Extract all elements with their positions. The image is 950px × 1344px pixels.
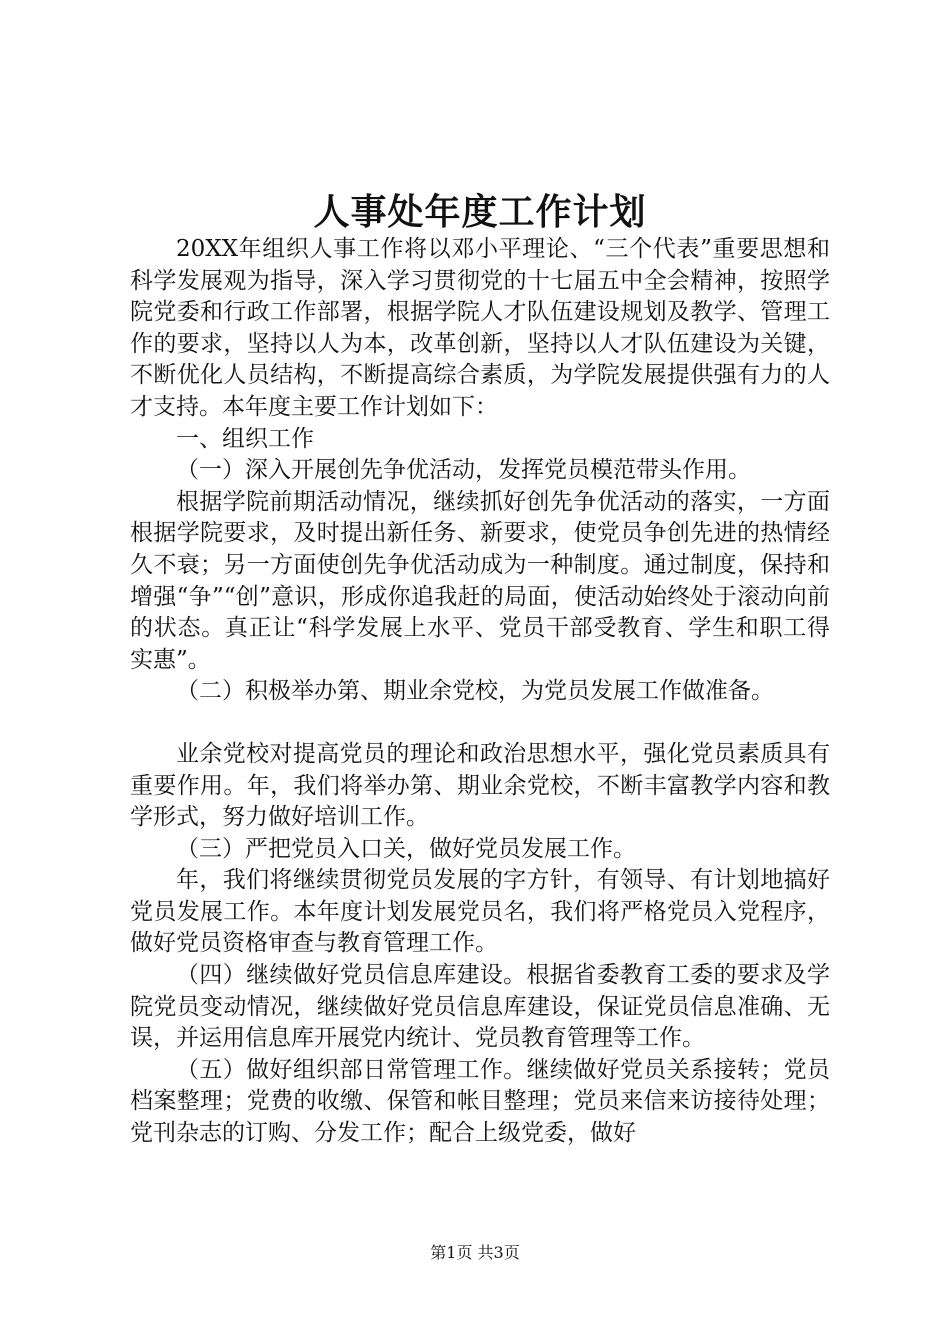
subheading-3: （三）严把党员入口关，做好党员发展工作。 xyxy=(176,835,636,862)
body-paragraph-2: 业余党校对提高党员的理论和政治思想水平，强化党员素质具有重要作用。年，我们将举办第、期业余党校，不断丰富教学内容和教学形式，努力做好培训工作。 xyxy=(130,740,830,831)
intro-paragraph: 20XX年组织人事工作将以邓小平理论、“三个代表”重要思想和科学发展观为指导，深入学习贯彻党的十七届五中全会精神，按照学院党委和行政工作部署，根据学院人才队伍建设规划及教学、管理工作的要求，坚持以人为本，改革创新，坚持以人才队伍建设为关键，不断优化人员结构，不断提高综合素质，为学院发展提供强有力的人才支持。本年度主要工作计划如下： xyxy=(130,236,830,420)
document-title: 人事处年度工作计划 xyxy=(313,191,647,233)
page-footer: 第1页 共3页 xyxy=(430,1243,520,1262)
subheading-2: （二）积极举办第、期业余党校，为党员发展工作做准备。 xyxy=(176,678,774,705)
subheading-1: （一）深入开展创先争优活动，发挥党员模范带头作用。 xyxy=(176,457,751,484)
subheading-4: （四）继续做好党员信息库建设。根据省委教育工委的要求及学院党员变动情况，继续做好党员信息库建设，保证党员信息准确、无误，并运用信息库开展党内统计、党员教育管理等工作。 xyxy=(130,962,830,1052)
document-body xyxy=(130,190,830,1150)
body-paragraph-1: 根据学院前期活动情况，继续抓好创先争优活动的落实，一方面根据学院要求，及时提出新任务、新要求，使党员争创先进的热情经久不衰；另一方面使创先争优活动成为一种制度。通过制度，保持和增强“争”“创”意识，形成你追我赶的局面，使活动始终处于滚动向前的状态。真正让“科学发展上水平、党员干部受教育、学生和职工得实惠”。 xyxy=(130,488,830,673)
section-heading-organization: 一、组织工作 xyxy=(176,425,314,452)
subheading-5: （五）做好组织部日常管理工作。继续做好党员关系接转；党员档案整理；党费的收缴、保管和帐目整理；党员来信来访接待处理；党刊杂志的订购、分发工作；配合上级党委，做好 xyxy=(130,1056,830,1147)
body-paragraph-3: 年，我们将继续贯彻党员发展的字方针，有领导、有计划地搞好党员发展工作。本年度计划发展党员名，我们将严格党员入党程序，做好党员资格审查与教育管理工作。 xyxy=(130,867,830,957)
